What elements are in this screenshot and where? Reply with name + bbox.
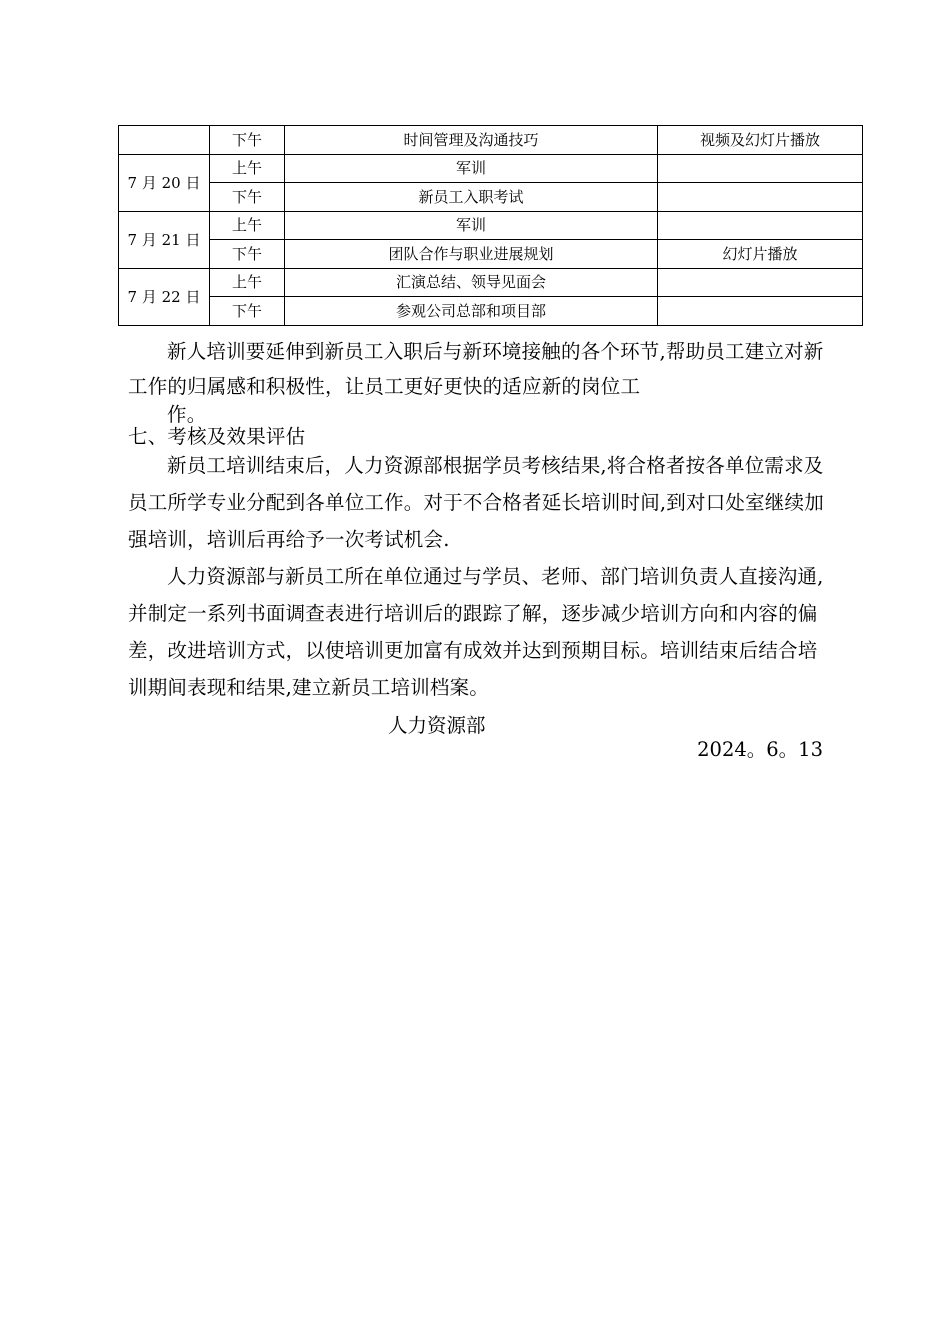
period-cell: 下午 bbox=[210, 183, 285, 212]
period-cell: 下午 bbox=[210, 126, 285, 155]
date-cell bbox=[119, 126, 210, 155]
signature-date: 2024。6。13 bbox=[697, 738, 823, 761]
method-cell: 幻灯片播放 bbox=[658, 240, 863, 269]
method-cell bbox=[658, 268, 863, 297]
paragraph-tail: 作。 bbox=[167, 403, 207, 426]
signature-department: 人力资源部 bbox=[388, 714, 486, 737]
method-cell: 视频及幻灯片播放 bbox=[658, 126, 863, 155]
period-cell: 上午 bbox=[210, 268, 285, 297]
paragraph-onboarding-extension bbox=[128, 334, 828, 426]
topic-cell: 新员工入职考试 bbox=[285, 183, 658, 212]
table-row bbox=[119, 126, 863, 155]
topic-cell: 时间管理及沟通技巧 bbox=[285, 126, 658, 155]
date-cell: 7 月 22 日 bbox=[119, 268, 210, 325]
paragraph-assessment: 新员工培训结束后，人力资源部根据学员考核结果,将合格者按各单位需求及员工所学专业分配到各单位工作。对于不合格者延长培训时间,到对口处室继续加强培训，培训后再给予一次考试机会. bbox=[128, 454, 824, 551]
topic-cell: 军训 bbox=[285, 154, 658, 183]
topic-cell: 汇演总结、领导见面会 bbox=[285, 268, 658, 297]
method-cell bbox=[658, 183, 863, 212]
date-cell: 7 月 21 日 bbox=[119, 211, 210, 268]
table-row bbox=[119, 297, 863, 326]
table-row bbox=[119, 183, 863, 212]
period-cell: 上午 bbox=[210, 154, 285, 183]
period-cell: 上午 bbox=[210, 211, 285, 240]
method-cell bbox=[658, 211, 863, 240]
table-row bbox=[119, 240, 863, 269]
date-cell: 7 月 20 日 bbox=[119, 154, 210, 211]
method-cell bbox=[658, 297, 863, 326]
table-row bbox=[119, 154, 863, 183]
period-cell: 下午 bbox=[210, 240, 285, 269]
section-heading: 七、考核及效果评估 bbox=[128, 425, 306, 448]
paragraph-text: 新人培训要延伸到新员工入职后与新环境接触的各个环节,帮助员工建立对新工作的归属感和积极性，让员工更好更快的适应新的岗位工 bbox=[128, 340, 824, 398]
training-schedule-table bbox=[118, 125, 863, 326]
method-cell bbox=[658, 154, 863, 183]
topic-cell: 参观公司总部和项目部 bbox=[285, 297, 658, 326]
topic-cell: 团队合作与职业进展规划 bbox=[285, 240, 658, 269]
table-row bbox=[119, 211, 863, 240]
paragraph-followup: 人力资源部与新员工所在单位通过与学员、老师、部门培训负责人直接沟通,并制定一系列书面调查表进行培训后的跟踪了解，逐步减少培训方向和内容的偏差，改进培训方式，以使培训更加富有成效并达到预期目标。培训结束后结合培训期间表现和结果,建立新员工培训档案。 bbox=[128, 565, 824, 699]
topic-cell: 军训 bbox=[285, 211, 658, 240]
table-row bbox=[119, 268, 863, 297]
period-cell: 下午 bbox=[210, 297, 285, 326]
